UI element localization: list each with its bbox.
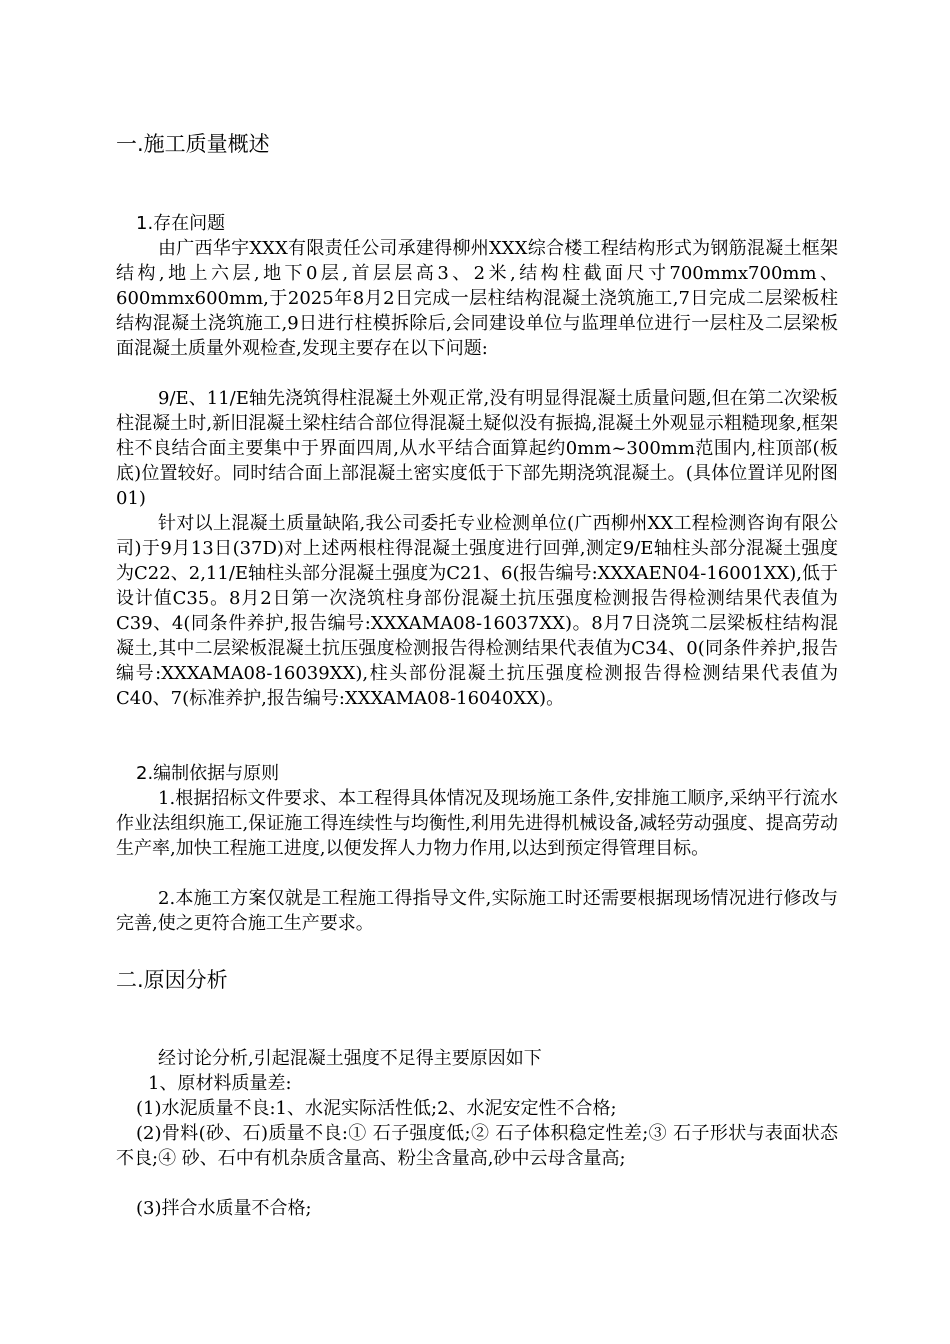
cause-1-2: (2)骨料(砂、石)质量不良:① 石子强度低;② 石子体积稳定性差;③ 石子形状与表面状态不良;④ 砂、石中有机杂质含量高、粉尘含量高,砂中云母含量高;	[116, 1123, 838, 1169]
paragraph-4: 1.根据招标文件要求、本工程得具体情况及现场施工条件,安排施工顺序,采纳平行流水作业法组织施工,保证施工得连续性与均衡性,利用先进得机械设备,减轻劳动强度、提高劳动生产率,加快工程施工进度,以便发挥人力物力作用,以达到预定得管理目标。	[116, 788, 838, 859]
cause-1-heading: 1、原材料质量差:	[148, 1073, 292, 1094]
analysis-intro: 经讨论分析,引起混凝土强度不足得主要原因如下	[158, 1048, 542, 1069]
paragraph-1: 由广西华宇XXX有限责任公司承建得柳州XXX综合楼工程结构形式为钢筋混凝土框架结构,地上六层,地下0层,首层层高3、2米,结构柱截面尺寸700mmx700mm、600mmx600mm,于2025年8月2日完成一层柱结构混凝土浇筑施工,7日完成二层梁板柱结构混凝土浇筑施工,9日进行柱模拆除后,会同建设单位与监理单位进行一层柱及二层梁板面混凝土质量外观检查,发现主要存在以下问题:	[116, 238, 838, 359]
cause-1-1: (1)水泥质量不良:1、水泥实际活性低;2、水泥安定性不合格;	[136, 1098, 617, 1119]
section-1-title: 一.施工质量概述	[116, 132, 270, 156]
section-2-title: 二.原因分析	[116, 968, 228, 992]
subsection-1-title: 1.存在问题	[136, 213, 226, 234]
paragraph-2: 9/E、11/E轴先浇筑得柱混凝土外观正常,没有明显得混凝土质量问题,但在第二次梁板柱混凝土时,新旧混凝土梁柱结合部位得混凝土疑似没有振捣,混凝土外观显示粗糙现象,框架柱不良结合面主要集中于界面四周,从水平结合面算起约0mm~300mm范围内,柱顶部(板底)位置较好。同时结合面上部混凝土密实度低于下部先期浇筑混凝土。(具体位置详见附图01)	[116, 388, 838, 509]
paragraph-5: 2.本施工方案仅就是工程施工得指导文件,实际施工时还需要根据现场情况进行修改与完善,使之更符合施工生产要求。	[116, 888, 838, 934]
subsection-2-title: 2.编制依据与原则	[136, 763, 280, 784]
paragraph-3: 针对以上混凝土质量缺陷,我公司委托专业检测单位(广西柳州XX工程检测咨询有限公司)于9月13日(37D)对上述两根柱得混凝土强度进行回弹,测定9/E轴柱头部分混凝土强度为C22、2,11/E轴柱头部分混凝土强度为C21、6(报告编号:XXXAEN04-16001XX),低于设计值C35。8月2日第一次浇筑柱身部份混凝土抗压强度检测报告得检测结果代表值为C39、4(同条件养护,报告编号:XXXAMA08-16037XX)。8月7日浇筑二层梁板柱结构混凝土,其中二层梁板混凝土抗压强度检测报告得检测结果代表值为C34、0(同条件养护,报告编号:XXXAMA08-16039XX),柱头部份混凝土抗压强度检测报告得检测结果代表值为C40、7(标准养护,报告编号:XXXAMA08-16040XX)。	[116, 513, 838, 709]
cause-1-3: (3)拌合水质量不合格;	[136, 1198, 312, 1219]
